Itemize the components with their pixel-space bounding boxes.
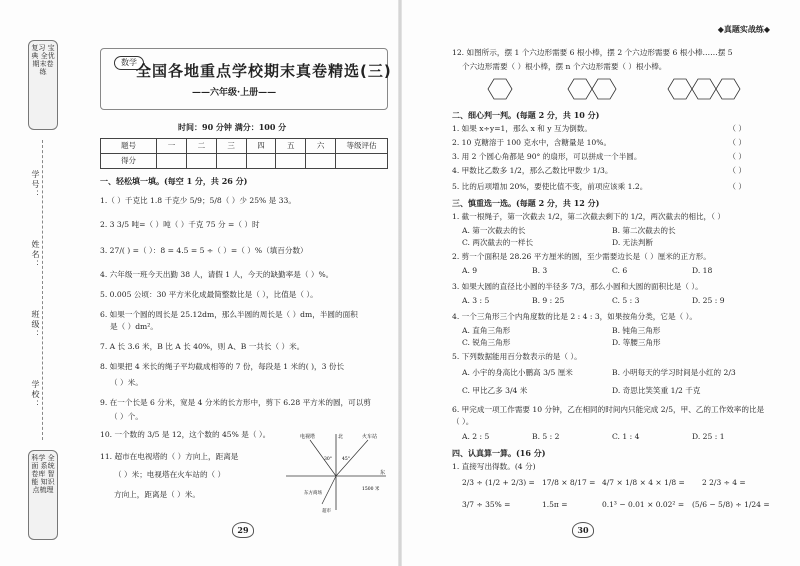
choice-option[interactable]: C. 6	[612, 266, 628, 275]
choice-option[interactable]: C. 锐角三角形	[462, 338, 511, 347]
answer-paren[interactable]: （ ）	[728, 124, 746, 133]
question: 2. 3 3/5 吨=（ ）吨（ ）千克 75 分 =（ ）时	[100, 220, 260, 229]
hexagon-3b	[692, 79, 716, 99]
question: 12. 如图所示，摆 1 个六边形需要 6 根小棒，摆 2 个六边形需要 6 根小棒……摆 5	[452, 48, 733, 57]
page-number: 29	[232, 522, 254, 538]
question: 10. 一个数的 3/5 是 12，这个数的 45% 是（ ）。	[100, 430, 271, 439]
answer-paren[interactable]: （ ）	[728, 182, 746, 191]
hexagon-1	[488, 79, 512, 99]
question: 个六边形需要（ ）根小棒，摆 n 个六边形需要（ ）根小棒。	[462, 62, 667, 71]
score-cell[interactable]	[157, 154, 187, 169]
score-cell[interactable]	[276, 154, 306, 169]
choice-option[interactable]: C. 5 : 3	[612, 296, 640, 305]
question: （ ）个。	[110, 412, 143, 421]
map-label: 北	[338, 434, 344, 440]
score-cell[interactable]	[216, 154, 246, 169]
calc-item: 2 2/3 ÷ 4 =	[702, 478, 746, 487]
choice-option[interactable]: B. 小明每天的学习时间是小红的 2/3	[612, 368, 736, 377]
choice-question: 1. 截一根绳子，第一次截去 1/2，第二次截去剩下的 1/2，两次截去的相比，（ ）	[452, 212, 725, 221]
hexagon-2b	[592, 79, 616, 99]
question: 7. A 长 3.6 米，B 比 A 长 40%，则 A、B 一共长（ ）米。	[100, 342, 305, 351]
map-label: 超市	[322, 509, 331, 514]
score-cell[interactable]	[186, 154, 216, 169]
map-label: 30°	[324, 457, 332, 462]
choice-option[interactable]: C. 甲比乙多 3/4 米	[462, 386, 528, 395]
page-number: 30	[572, 522, 594, 538]
map-label: 东方商场	[304, 491, 322, 496]
station-line	[336, 440, 368, 476]
question: 5. 0.005 公顷：30 平方米化成最简整数比是（ ），比值是（ ）。	[100, 290, 318, 299]
table-cell: 五	[276, 139, 306, 154]
table-cell: 四	[246, 139, 276, 154]
subject-tag: 数学	[114, 56, 144, 70]
question: 3. 27/( ) =（ ）：8 = 4.5 = 5 ÷（ ）=（ ）%（填百分数）	[100, 246, 308, 255]
table-row	[101, 154, 388, 169]
table-cell: 三	[216, 139, 246, 154]
choice-question: 5. 下列数据能用百分数表示的是（ ）。	[452, 352, 582, 361]
answer-paren[interactable]: （ ）	[728, 138, 746, 147]
market-line	[322, 476, 336, 504]
choice-option[interactable]: D. 奇思比笑笑重 1/2 千克	[612, 386, 701, 395]
section-heading: 一、轻松填一填。(每空 1 分，共 26 分)	[100, 176, 248, 186]
answer-paren[interactable]: （ ）	[728, 152, 746, 161]
question: 4. 六年级一班今天出勤 38 人，请假 1 人，今天的缺勤率是（ ）%。	[100, 270, 334, 279]
question: 6. 如果一个圆的周长是 25.12dm，那么半圆的周长是（ ）dm，半圆的面积	[100, 310, 358, 319]
choice-option[interactable]: C. 1 : 4	[612, 432, 640, 441]
table-cell: 六	[306, 139, 336, 154]
choice-option[interactable]: A. 9	[462, 266, 478, 275]
question: （ ）米。	[110, 378, 143, 387]
student-name-field[interactable]: 姓名：	[31, 240, 40, 270]
choice-option[interactable]: D. 18	[692, 266, 713, 275]
question: 方向上，距离是（ ）米。	[114, 490, 200, 499]
cut-line	[42, 140, 43, 440]
section-heading: 三、慎重选一选。(每题 2 分，共 12 分)	[452, 198, 600, 208]
choice-option[interactable]: C. 两次截去的一样长	[462, 238, 534, 247]
choice-option[interactable]: D. 等腰三角形	[612, 338, 661, 347]
map-label: 电视塔	[300, 434, 316, 440]
score-cell[interactable]	[336, 154, 388, 169]
bottom-badge: 科学 全面 系统 卷库 智能 知识点梳理	[28, 450, 58, 540]
map-label: 火车站	[362, 434, 378, 440]
choice-option[interactable]: A. 2 : 5	[462, 432, 490, 441]
choice-option[interactable]: D. 无法判断	[612, 238, 654, 247]
calc-item: 2/3 ÷ (1/2 + 2/3) =	[462, 478, 535, 487]
choice-option[interactable]: B. 5 : 2	[532, 432, 560, 441]
binding-strip	[22, 40, 64, 540]
score-cell[interactable]	[306, 154, 336, 169]
table-row	[101, 139, 388, 154]
judge-item: 5. 比的后项增加 20%，要使比值不变，前项应该乘 1.2。	[452, 182, 648, 191]
question: 是（ ）dm²。	[110, 322, 158, 331]
calc-item: 4/7 × 1/8 × 4 × 1/8 =	[602, 478, 685, 487]
section-heading: 四、认真算一算。(16 分)	[452, 448, 546, 458]
table-cell: 题号	[101, 139, 157, 154]
choice-option[interactable]: D. 25 : 9	[692, 296, 725, 305]
top-badge: 复习 宝典 全优期末卷练	[28, 40, 58, 130]
question: （ ）米；电视塔在火车站的（ ）	[114, 470, 226, 479]
school-field[interactable]: 学校：	[31, 380, 40, 410]
left-page	[92, 0, 392, 566]
choice-option[interactable]: A. 直角三角形	[462, 326, 511, 335]
page-header: ◆真题实战练◆	[717, 24, 770, 34]
choice-option[interactable]: A. 小宇的身高比小鹏高 3/5 厘米	[462, 368, 573, 377]
choice-question: 6. 甲完成一项工作需要 10 分钟，乙在相同的时间内只能完成 2/5，甲、乙的工作效率的比是（ ）。	[452, 405, 765, 426]
judge-item: 3. 用 2 个圆心角都是 90° 的扇形，可以拼成一个半圆。	[452, 152, 642, 161]
tower-line	[310, 440, 336, 476]
map-label: 东	[380, 470, 386, 476]
calc-item: 1.5π =	[542, 500, 568, 509]
choice-option[interactable]: B. 3	[532, 266, 548, 275]
table-cell: 一	[157, 139, 187, 154]
table-cell: 二	[186, 139, 216, 154]
table-cell: 等级评估	[336, 139, 388, 154]
calc-item: 17/8 × 8/17 =	[542, 478, 596, 487]
right-page	[452, 0, 770, 566]
direction-map	[282, 430, 390, 516]
choice-question: 2. 剪一个面积是 28.26 平方厘米的圆，至少需要边长是（ ）厘米的正方形。	[452, 252, 711, 261]
hexagon-2a	[568, 79, 592, 99]
judge-item: 4. 甲数比乙数多 1/2，那么乙数比甲数少 1/3。	[452, 166, 613, 175]
map-label: 1500 米	[362, 487, 380, 492]
map-label: 45°	[342, 457, 350, 462]
question: 9. 在一个长是 6 分米，宽是 4 分米的长方形中，剪下 6.28 平方米的圆，可以剪	[100, 398, 371, 407]
hexagon-3a	[668, 79, 692, 99]
calc-item: 0.1³ − 0.01 × 0.02² =	[602, 500, 685, 509]
hexagon-3c	[716, 79, 740, 99]
question: 1.（ ）千克比 1.8 千克少 5/9；5/8（ ）少 25% 是 33。	[100, 196, 296, 205]
choice-option[interactable]: D. 25 : 1	[692, 432, 725, 441]
judge-item: 2. 10 克糖溶于 100 克水中，含糖量是 10%。	[452, 138, 612, 147]
score-cell[interactable]	[246, 154, 276, 169]
question: 8. 如果把 4 米长的绳子平均截成相等的 7 份，每段是 1 米的( )，3 份长	[100, 362, 345, 371]
choice-option[interactable]: A. 第一次截去的长	[462, 226, 526, 235]
section-heading: 二、细心判一判。(每题 2 分，共 10 分)	[452, 110, 600, 120]
hexagon-figures	[482, 76, 752, 102]
student-id-field[interactable]: 学号：	[31, 170, 40, 200]
choice-question: 4. 一个三角形三个内角度数的比是 2 : 4 : 3，如果按角分类，它是（ ）。	[452, 312, 697, 321]
score-table	[100, 138, 388, 169]
choice-option[interactable]: B. 9 : 25	[532, 296, 565, 305]
question: 11. 超市在电视塔的（ ）方向上，距离是	[100, 452, 239, 461]
choice-question: 3. 如果大圆的直径比小圆的半径多 7/3，那么小圆和大圆的面积比是（ ）。	[452, 282, 703, 291]
table-cell: 得分	[101, 154, 157, 169]
time-score-line: 时间：90 分钟 满分：100 分	[178, 122, 287, 132]
book-spine	[398, 0, 402, 566]
choice-option[interactable]: B. 钝角三角形	[612, 326, 661, 335]
page-subtitle: ——六年级·上册——	[192, 88, 277, 98]
choice-option[interactable]: A. 3 : 5	[462, 296, 490, 305]
judge-item: 1. 如果 x÷y=1，那么 x 和 y 互为倒数。	[452, 124, 592, 133]
calc-item: 3/7 ÷ 35% =	[462, 500, 511, 509]
answer-paren[interactable]: （ ）	[728, 166, 746, 175]
page-title: 全国各地重点学校期末真卷精选(三)	[136, 62, 392, 80]
choice-option[interactable]: B. 第二次截去的长	[612, 226, 676, 235]
class-field[interactable]: 班级：	[31, 310, 40, 340]
calc-item: (5/6 − 5/8) ÷ 1/24 =	[692, 500, 770, 509]
calc-heading: 1. 直接写出得数。(4 分)	[452, 462, 536, 471]
